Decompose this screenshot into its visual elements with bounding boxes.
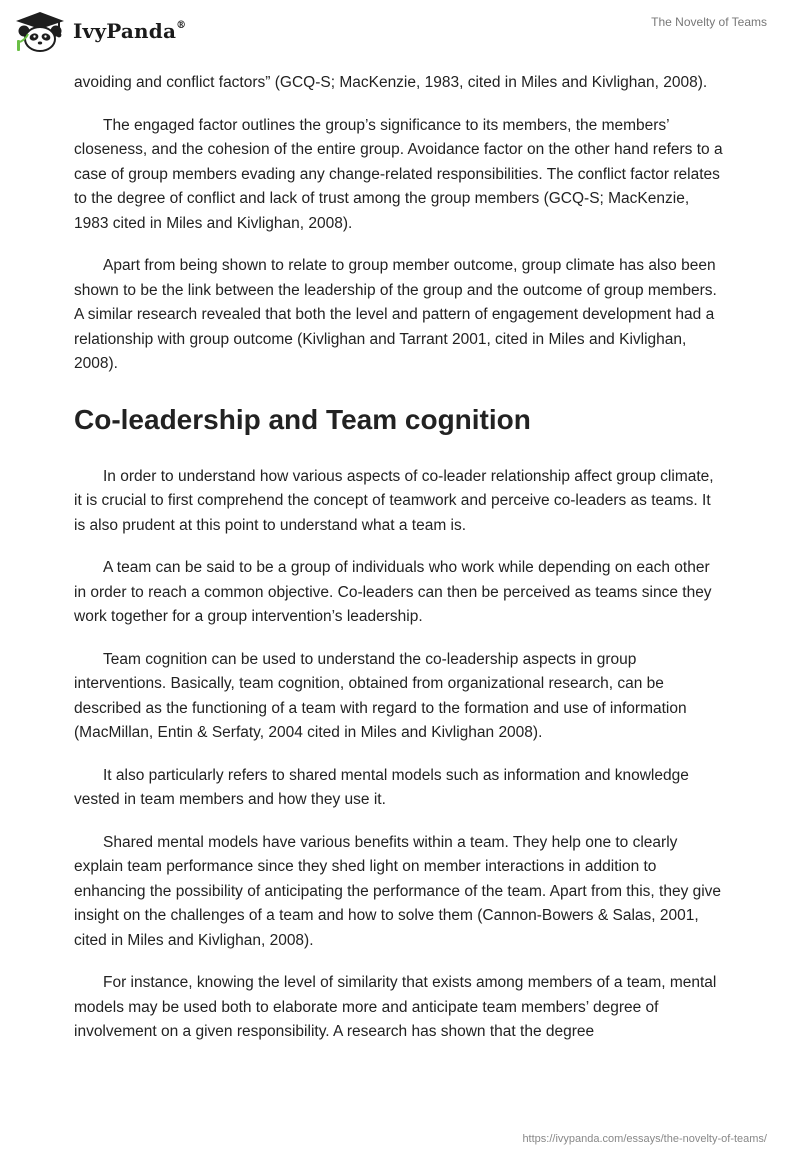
- brand-logo[interactable]: [14, 10, 186, 52]
- paragraph: A team can be said to be a group of individuals who work while depending on each other in order to reach a common objective. Co-leaders can then be perceived as teams since they work together for a group intervention’s leadership.: [74, 559, 712, 625]
- page-header: [0, 0, 800, 64]
- paragraph: It also particularly refers to shared mental models such as information and knowledge vested in team members and how they use it.: [74, 766, 689, 808]
- source-url-link[interactable]: https://ivypanda.com/essays/the-novelty-of-teams/: [522, 1133, 767, 1145]
- paragraph: In order to understand how various aspects of co-leader relationship affect group climate, it is crucial to first comprehend the concept of teamwork and perceive co-leaders as teams. It is also prudent at this point to understand what a team is.: [74, 467, 714, 534]
- paragraph: Team cognition can be used to understand the co-leadership aspects in group interventions. Basically, team cognition, obtained from organizational research, can be described as the functioning of a team with regard to the formation and use of information (MacMillan, Entin & Serfaty, 2004 cited in Miles and Kivlighan 2008).: [74, 650, 687, 741]
- article-body: [74, 71, 724, 1063]
- paragraph: Apart from being shown to relate to group member outcome, group climate has also been shown to be the link between the leadership of the group and the outcome of group members. A similar research revealed that both the level and pattern of engagement development had a relationship with group outcome (Kivlighan and Tarrant 2001, cited in Miles and Kivlighan, 2008).: [74, 257, 717, 372]
- panda-logo-icon: [14, 10, 66, 52]
- brand-name: IvyPanda®: [73, 19, 187, 43]
- paragraph: Shared mental models have various benefits within a team. They help one to clearly explain team performance since they shed light on member interactions in addition to enhancing the possibility of anticipating the performance of the team. Apart from this, they give insight on the challenges of a team and how to solve them (Cannon-Bowers & Salas, 2001, cited in Miles and Kivlighan, 2008).: [74, 833, 722, 949]
- paragraph: For instance, knowing the level of similarity that exists among members of a team, mental models may be used both to elaborate more and anticipate team members’ degree of involvement on a given responsibility. A research has shown that the degree: [74, 974, 717, 1040]
- paragraph: The engaged factor outlines the group’s significance to its members, the members’ closeness, and the cohesion of the entire group. Avoidance factor on the other hand refers to a case of group members evading any change-related responsibilities. The conflict factor relates to the degree of conflict and lack of trust among the group members (GCQ-S; MacKenzie, 1983 cited in Miles and Kivlighan, 2008).: [74, 116, 723, 232]
- section-heading: Co-leadership and Team cognition: [74, 403, 531, 435]
- document-title: The Novelty of Teams: [651, 15, 767, 29]
- paragraph: avoiding and conflict factors” (GCQ-S; MacKenzie, 1983, cited in Miles and Kivlighan, 2008).: [74, 74, 708, 91]
